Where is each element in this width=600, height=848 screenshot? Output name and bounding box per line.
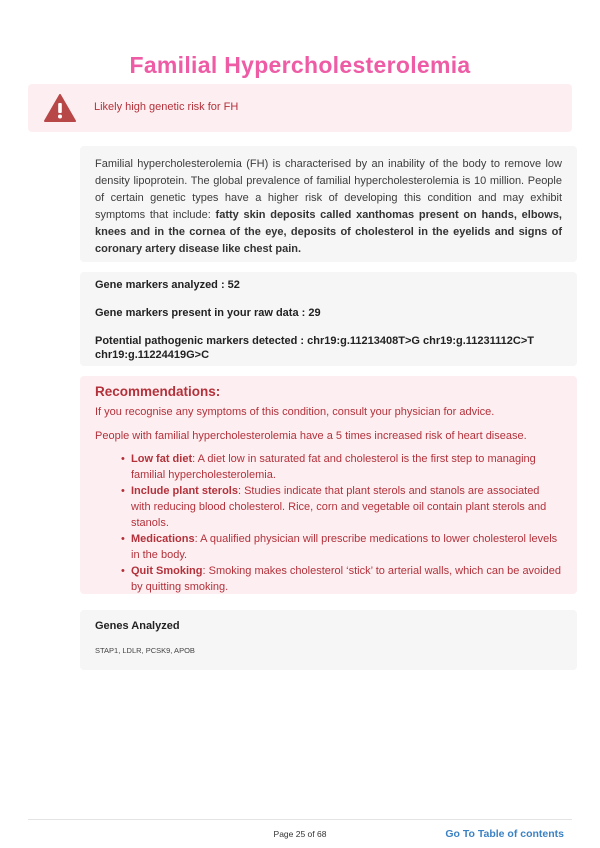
- markers-summary: [80, 272, 577, 366]
- recommendations-box: [80, 376, 577, 594]
- description-text: Familial hypercholesterolemia (FH) is characterised by an inability of the body to remove low density lipoprotein. The global prevalence of familial hypercholesterolemia is 10 million. People of certain genetic types have a higher risk of developing this condition and may exhibit symptoms that include: fatty skin deposits called xanthomas present on hands, elbows, knees and in the cornea of the eye, deposits of cholesterol in the eyelids and signs of coronary artery disease like chest pain.: [95, 158, 562, 255]
- page-number: Page 25 of 68: [273, 829, 327, 839]
- list-item: • Low fat diet: A diet low in saturated fat and cholesterol is the first step to managing familial hypercholesterolemia.: [121, 453, 536, 481]
- risk-alert: [28, 84, 572, 132]
- markers-analyzed: Gene markers analyzed : 52: [95, 279, 240, 291]
- markers-present: Gene markers present in your raw data : 29: [95, 307, 321, 319]
- alert-message: Likely high genetic risk for FH: [94, 101, 239, 113]
- warning-triangle-icon: [44, 94, 76, 122]
- recommendations-heading: Recommendations:: [95, 384, 221, 399]
- recommendation-para-2: People with familial hypercholesterolemia have a 5 times increased risk of heart disease.: [95, 430, 527, 442]
- recommendation-list: [95, 451, 562, 595]
- footer-divider: [28, 819, 572, 820]
- genes-list: STAP1, LDLR, PCSK9, APOB: [95, 646, 195, 655]
- pathogenic-markers: Potential pathogenic markers detected : chr19:g.11213408T>G chr19:g.11231112C>T chr19:g.11224419G>C: [95, 335, 534, 361]
- bullet-icon: •: [121, 485, 125, 497]
- list-item: • Quit Smoking: Smoking makes cholesterol ‘stick’ to arterial walls, which can be avoided by quitting smoking.: [121, 565, 561, 593]
- bullet-icon: •: [121, 453, 125, 465]
- recommendation-para-1: If you recognise any symptoms of this condition, consult your physician for advice.: [95, 406, 495, 418]
- list-item: • Include plant sterols: Studies indicate that plant sterols and stanols are associated with reducing blood cholesterol. Rice, corn and vegetable oil contain plant sterols and stanols.: [121, 485, 547, 529]
- genes-heading: Genes Analyzed: [95, 620, 180, 632]
- bullet-icon: •: [121, 533, 125, 545]
- list-item: • Medications: A qualified physician will prescribe medications to lower cholesterol levels in the body.: [121, 533, 558, 561]
- symptoms-text: fatty skin deposits called xanthomas present on hands, elbows, knees and in the cornea of the eye, deposits of cholesterol in the eyelids and signs of coronary artery disease like chest pain.: [95, 209, 562, 255]
- bullet-icon: •: [121, 565, 125, 577]
- genes-analyzed-card: [80, 610, 577, 670]
- table-of-contents-link[interactable]: Go To Table of contents: [445, 828, 564, 840]
- condition-description: [80, 146, 577, 262]
- page-title: Familial Hypercholesterolemia: [129, 52, 471, 78]
